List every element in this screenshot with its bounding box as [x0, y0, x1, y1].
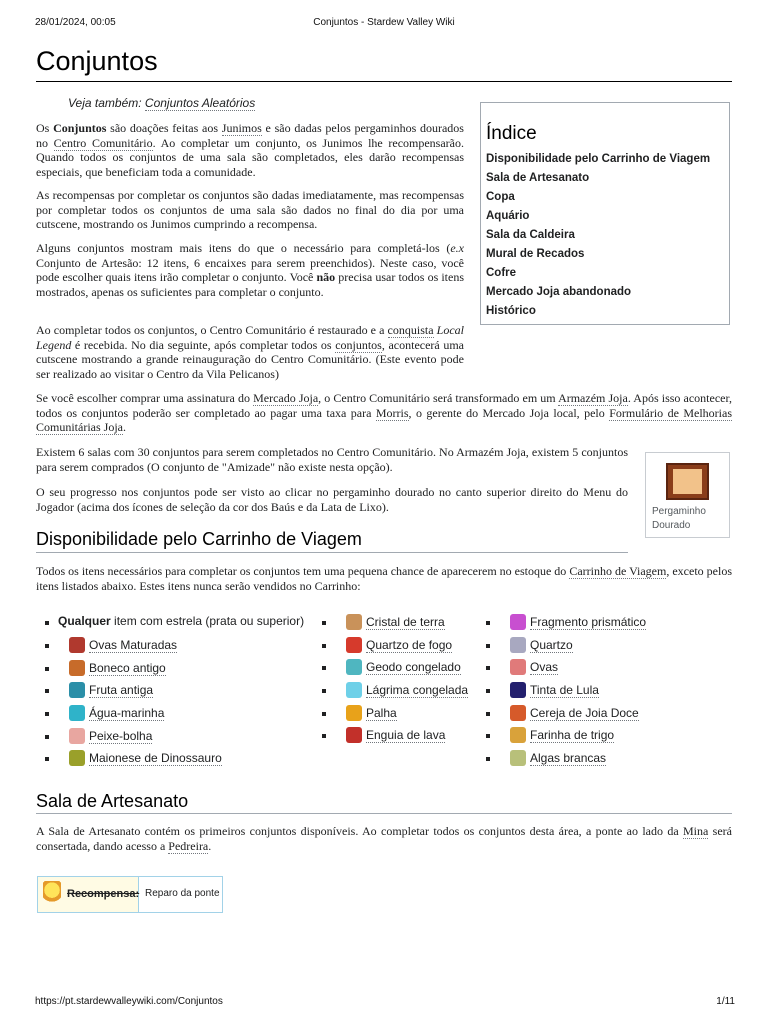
list-item — [43, 660, 222, 683]
list-item-qualquer: Qualquer item com estrela (prata ou superior) — [43, 614, 304, 637]
list-item — [484, 614, 646, 637]
item-link[interactable]: Quartzo de fogo — [366, 637, 453, 652]
toc-item-mural[interactable]: Mural de Recados — [486, 248, 585, 260]
reward-box — [37, 876, 223, 913]
toc-item-cofre[interactable]: Cofre — [486, 267, 517, 279]
toc-item-aquario[interactable]: Aquário — [486, 210, 530, 222]
toc-item-copa[interactable]: Copa — [486, 191, 515, 203]
item-link[interactable]: Quartzo — [530, 637, 573, 652]
toc-item-joja[interactable]: Mercado Joja abandonado — [486, 286, 632, 298]
page-title: Conjuntos — [36, 46, 158, 76]
toc-item-artesanato[interactable]: Sala de Artesanato — [486, 172, 590, 184]
earth-crystal-icon — [346, 614, 362, 630]
item-link[interactable]: Cereja de Joia Doce — [530, 705, 639, 720]
hay-icon — [346, 705, 362, 721]
toc-item-carrinho[interactable]: Disponibilidade pelo Carrinho de Viagem — [486, 153, 711, 165]
intro-paragraph-7: O seu progresso nos conjuntos pode ser visto ao clicar no pergaminho dourado no canto superior direito do Menu do Jogador (acima dos ícones de seleção da cor dos Baús e da Lata de Lixo). — [36, 485, 628, 514]
mercado-joja-link[interactable]: Mercado Joja — [253, 391, 319, 405]
intro-paragraph-1: Os Conjuntos são doações feitas aos Junimos e são dadas pelos pergaminhos dourados no Centro Comunitário. Ao completar um conjunto, os Junimos lhe recompensarão. Quando todos os conjuntos de uma sala são completados, eles darão recompensas especiais, que beneficiam toda a comunidade. — [36, 121, 464, 179]
intro-paragraph-2: As recompensas por completar os conjuntos são dadas imediatamente, mas recompensas por completar todos os conjuntos de uma sala são dados no final do dia por uma cutscene, mostrando os Junimos cumprindo a recompensa. — [36, 188, 464, 231]
reward-label: Recompensa: — [67, 888, 140, 900]
intro-paragraph-3: Alguns conjuntos mostram mais itens do que o necessário para completá-los (e.x Conjunto de Artesão: 12 itens, 6 encaixes para serem preenchidos). Neste caso, você pode escolher quais itens irão completar o conjunto. Você não precisa usar todos os itens mostrados, apenas os suficientes para completar o conjunto. — [36, 241, 465, 299]
list-item — [484, 682, 646, 705]
item-link[interactable]: Ovas Maturadas — [89, 638, 178, 652]
balloon-icon — [43, 881, 61, 907]
print-datetime: 28/01/2024, 00:05 — [35, 17, 116, 28]
title-divider — [36, 81, 732, 82]
item-link[interactable]: Tinta de Lula — [530, 683, 599, 698]
item-link[interactable]: Algas brancas — [530, 751, 607, 766]
item-link[interactable]: Enguia de lava — [366, 728, 446, 743]
junimos-link[interactable]: Junimos — [221, 121, 262, 135]
aged-roe-icon — [69, 637, 85, 653]
reward-value: Reparo da ponte — [145, 888, 220, 899]
item-link[interactable]: Palha — [366, 705, 397, 720]
quartz-icon — [510, 637, 526, 653]
list-item — [320, 682, 468, 705]
item-link[interactable]: Água-marinha — [89, 706, 165, 721]
toc-title: Índice — [486, 123, 537, 144]
table-of-contents — [480, 102, 730, 325]
list-item — [43, 705, 222, 728]
mina-link[interactable]: Mina — [682, 824, 709, 838]
ancient-fruit-icon — [69, 682, 85, 698]
frozen-tear-icon — [346, 682, 362, 698]
roe-icon — [510, 659, 526, 675]
pedreira-link[interactable]: Pedreira — [168, 838, 209, 853]
centro-comunitario-link[interactable]: Centro Comunitário — [53, 135, 153, 150]
conquista-link[interactable]: conquista — [387, 323, 434, 337]
toc-item-historico[interactable]: Histórico — [486, 305, 536, 317]
exception-list-col3 — [484, 614, 646, 773]
item-link[interactable]: Cristal de terra — [366, 615, 445, 629]
item-link[interactable]: Fruta antiga — [89, 683, 154, 698]
item-link[interactable]: Fragmento prismático — [530, 615, 647, 629]
item-link[interactable]: Boneco antigo — [89, 660, 166, 675]
list-item — [484, 637, 646, 660]
item-link[interactable]: Maionese de Dinossauro — [89, 751, 222, 766]
section1-paragraph: Todos os itens necessários para completar os conjuntos tem uma pequena chance de aparecerem no estoque do Carrinho de Viagem, exceto pelos itens listados abaixo. Estes itens nunca serão vendidos no Carrinho: — [36, 564, 732, 593]
ancient-doll-icon — [69, 660, 85, 676]
list-item — [43, 728, 222, 751]
list-item — [484, 727, 646, 750]
list-item — [484, 659, 646, 682]
list-item — [484, 750, 646, 773]
blobfish-icon — [69, 728, 85, 744]
exception-list-col1 — [43, 614, 304, 637]
morris-link[interactable]: Morris — [375, 405, 409, 420]
see-also-hatnote: Veja também: Conjuntos Aleatórios — [68, 96, 256, 110]
golden-scroll-figure — [645, 452, 730, 538]
item-link[interactable]: Ovas — [530, 660, 559, 675]
list-item — [320, 637, 468, 660]
item-link[interactable]: Lágrima congelada — [366, 683, 469, 698]
section2-paragraph: A Sala de Artesanato contém os primeiros conjuntos disponíveis. Ao completar todos os conjuntos desta área, a ponte ao lado da Mina será consertada, dando acesso a Pedreira. — [36, 824, 732, 853]
conjuntos-link[interactable]: conjuntos — [335, 337, 382, 352]
fire-quartz-icon — [346, 637, 362, 653]
list-item — [484, 705, 646, 728]
formulario-joja-link[interactable]: Formulário de Melhorias Comunitárias Joja — [36, 405, 733, 434]
dino-mayo-icon — [69, 750, 85, 766]
print-page-count: 1/11 — [716, 996, 735, 1007]
figure-caption: Pergaminho Dourado — [652, 506, 706, 531]
print-url: https://pt.stardewvalleywiki.com/Conjuntos — [35, 996, 223, 1007]
section-heading-carrinho: Disponibilidade pelo Carrinho de Viagem — [36, 529, 362, 549]
item-link[interactable]: Farinha de trigo — [530, 728, 615, 743]
white-algae-icon — [510, 750, 526, 766]
section-divider-2 — [36, 813, 732, 814]
section-divider-1 — [36, 552, 628, 553]
exception-list-col2 — [320, 614, 468, 750]
see-also-link[interactable]: Conjuntos Aleatórios — [144, 96, 256, 110]
aquamarine-icon — [69, 705, 85, 721]
list-item — [43, 682, 222, 705]
section-heading-artesanato: Sala de Artesanato — [36, 791, 189, 811]
list-item — [320, 705, 468, 728]
sweet-gem-berry-icon — [510, 705, 526, 721]
list-item — [320, 614, 468, 637]
item-link[interactable]: Geodo congelado — [366, 660, 461, 675]
toc-item-caldeira[interactable]: Sala da Caldeira — [486, 229, 575, 241]
print-tab-title: Conjuntos - Stardew Valley Wiki — [313, 17, 455, 28]
frozen-geode-icon — [346, 659, 362, 675]
list-item — [43, 750, 222, 773]
squid-ink-icon — [510, 682, 526, 698]
item-link[interactable]: Peixe-bolha — [89, 728, 153, 743]
exception-list-col1-items — [43, 637, 222, 773]
wheat-flour-icon — [510, 727, 526, 743]
prismatic-shard-icon — [510, 614, 526, 630]
intro-paragraph-5: Se você escolher comprar uma assinatura do Mercado Joja, o Centro Comunitário será transformado em um Armazém Joja. Após isso acontecer, todos os conjuntos poderão ser completado ao pagar uma taxa para Morris, o gerente do Mercado Joja local, pelo Formulário de Melhorias Comunitárias Joja. — [36, 391, 733, 434]
list-item — [320, 727, 468, 750]
intro-paragraph-6: Existem 6 salas com 30 conjuntos para serem completados no Centro Comunitário. No Armazém Joja, existem 5 conjuntos para serem comprados (O conjunto de "Amizade" não existe nesta opção). — [36, 445, 628, 474]
armazem-joja-link[interactable]: Armazém Joja — [558, 391, 628, 405]
carrinho-link[interactable]: Carrinho de Viagem — [569, 564, 667, 578]
list-item — [320, 659, 468, 682]
list-item — [43, 637, 222, 660]
golden-scroll-image[interactable] — [666, 463, 709, 500]
intro-paragraph-4: Ao completar todos os conjuntos, o Centro Comunitário é restaurado e a conquista Local Legend é recebida. No dia seguinte, após completar todos os conjuntos, acontecerá uma cutscene mostrando a grande reinauguração do Centro Comunitário. (Este evento pode ser realizado ao visitar o Centro da Vila Pelicanos) — [36, 323, 464, 381]
lava-eel-icon — [346, 727, 362, 743]
